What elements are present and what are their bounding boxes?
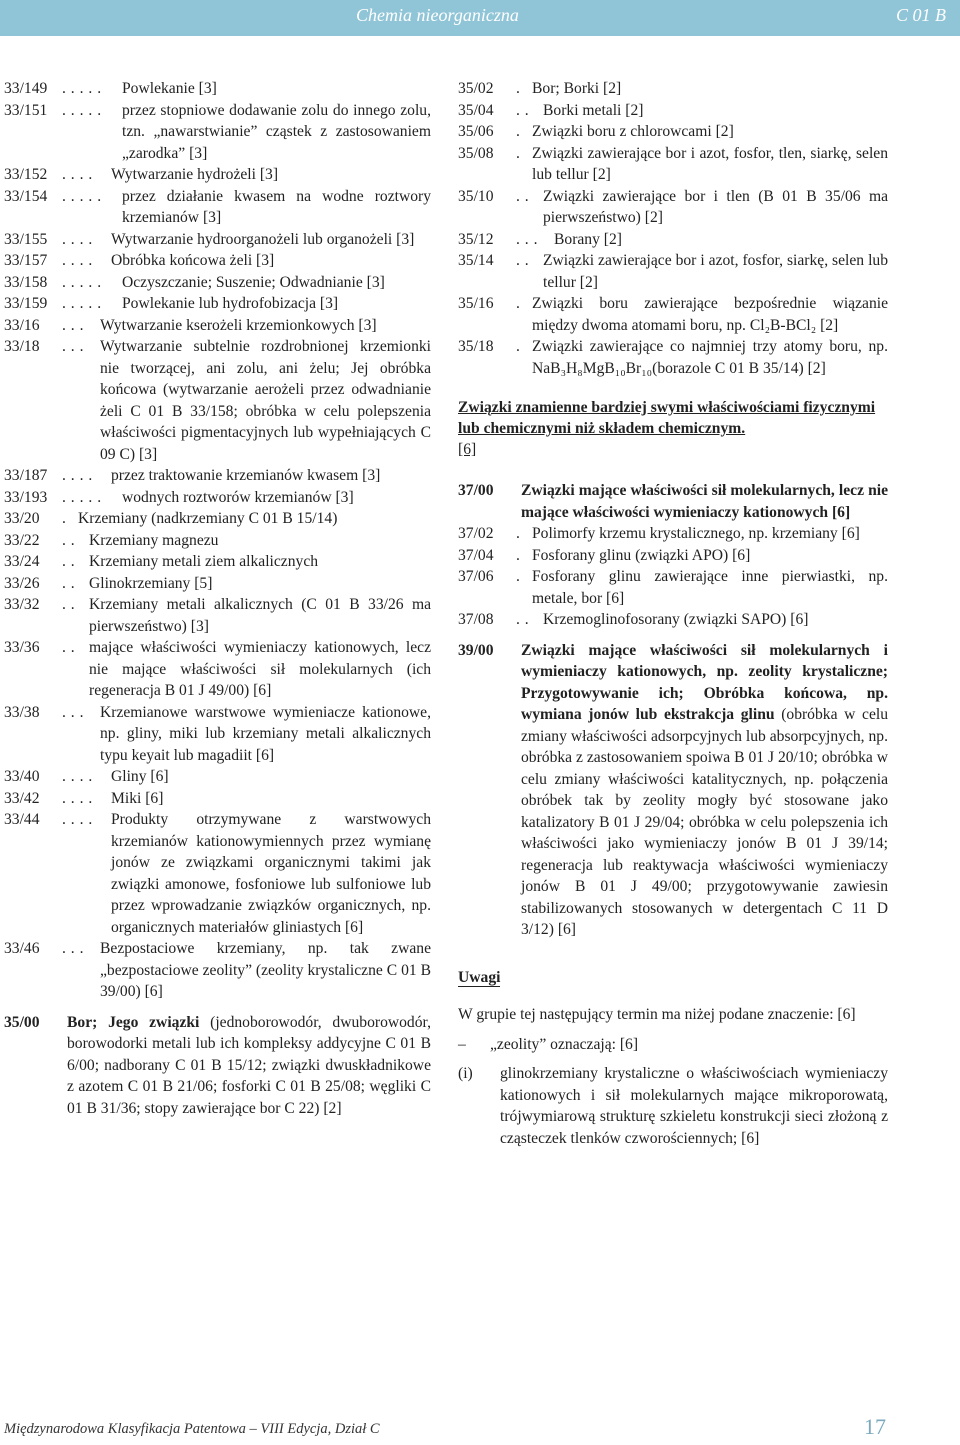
entry-code: 33/24: [4, 553, 40, 570]
entry-code: 35/02: [458, 80, 494, 97]
entry-level-dots: . . . . .: [62, 273, 102, 291]
entry-code: 33/193: [4, 488, 48, 506]
entry-code: 37/00: [458, 482, 494, 499]
entry-code: 35/12: [458, 230, 494, 248]
entry-bold-title: Związki mające właściwości sił molekularnych i wymieniaczy kationowych, np. zeolity krystaliczne; Przygotowywanie ich; Obróbka końcowa, np. wymiana jonów lub ekstrakcja glinu: [521, 641, 888, 723]
entry-text: Krzemoglinofosorany (związki SAPO) [6]: [543, 611, 809, 628]
entry-code: 33/26: [4, 574, 40, 592]
entry-level-dots: . . . .: [62, 166, 93, 183]
notes-intro: W grupie tej następujący termin ma niżej podane znaczenie: [6]: [458, 1006, 856, 1023]
entry-text: Produkty otrzymywane z warstwowych krzemianów kationowymiennych przez wymianę jonów ze związkami organicznymi takimi jak związki amonowe, fosfoniowe lub sulfoniowe lub przez wprowadzanie związków organicznych, np. organicznych materiałów gliniastych [6]: [111, 811, 431, 936]
entry-row: [458, 293, 888, 336]
right-entry-list: [458, 78, 888, 379]
entry-text: Krzemiany metali alkalicznych (C 01 B 33/26 ma pierwszeństwo) [3]: [89, 596, 431, 635]
entry-level-dots: .: [516, 144, 521, 162]
entry-row: [4, 487, 431, 509]
entry-row: [4, 508, 431, 530]
entry-level-dots: . . . . .: [62, 187, 102, 205]
entry-row: [4, 164, 431, 186]
entry-text: [521, 640, 888, 941]
item-text: glinokrzemiany krystaliczne o właściwościach wymieniaczy kationowych i sił molekularnych mające mikroporowatą, trójwymiarową strukturę szkieletu konstrukcji sieci złożoną z cząsteczek tlenków czworościennych; [6]: [500, 1065, 888, 1147]
entry-row: [458, 143, 888, 186]
entry-row: [458, 609, 888, 631]
entry-level-dots: . . .: [62, 940, 84, 957]
notes-dash-item: [458, 1034, 888, 1056]
entry-code: 35/14: [458, 252, 494, 269]
entry-row: [458, 545, 888, 567]
entry-text: mające właściwości wymieniaczy kationowych, lecz nie mające właściwości sił molekularnych (ich regeneracja B 01 J 49/00) [6]: [89, 639, 431, 699]
entry-row: [4, 938, 431, 1003]
entry-code: 35/00: [4, 1013, 40, 1031]
entry-row: [4, 229, 431, 251]
entry-text: Fosforany glinu zawierające inne pierwiastki, np. metale, bor [6]: [532, 568, 888, 607]
notes-title-text: Uwagi: [458, 968, 501, 986]
section-heading-tag: [6]: [458, 441, 477, 458]
entry-code: 33/155: [4, 230, 48, 248]
entry-text: Krzemiany magnezu: [89, 531, 219, 549]
entry-text: Wytwarzanie kserożeli krzemionkowych [3]: [100, 316, 377, 334]
entry-row: [4, 594, 431, 637]
entry-row: [4, 465, 431, 487]
entry-text: Wytwarzanie hydroorganożeli lub organożeli [3]: [111, 230, 415, 248]
entry-level-dots: .: [516, 123, 521, 140]
right-column: [458, 78, 888, 1149]
entry-level-dots: .: [516, 525, 521, 542]
notes-numbered-item: [458, 1063, 888, 1149]
entry-text: Borki metali [2]: [543, 101, 644, 119]
section-heading: [458, 397, 888, 460]
header-title: Chemia nieorganiczna: [356, 5, 519, 25]
footer-text: Międzynarodowa Klasyfikacja Patentowa – VIII Edycja, Dział C: [4, 1421, 380, 1437]
entry-level-dots: . .: [62, 553, 76, 570]
entry-text: Borany [2]: [554, 230, 622, 248]
entry-code: 33/159: [4, 295, 48, 312]
entry-row: [458, 100, 888, 122]
left-entry-list: [4, 78, 431, 1003]
entry-level-dots: . . . .: [62, 811, 93, 828]
entry-code: 33/42: [4, 789, 40, 807]
entry-text: wodnych roztworów krzemianów [3]: [122, 488, 354, 506]
entry-level-dots: .: [62, 510, 67, 527]
entry-text: Powlekanie [3]: [122, 80, 217, 97]
entry-text: Powlekanie lub hydrofobizacja [3]: [122, 295, 339, 312]
entry-text: Krzemiany metali ziem alkalicznych: [89, 553, 319, 570]
entry-row: [458, 336, 888, 379]
entry-level-dots: .: [516, 295, 521, 312]
entry-level-dots: .: [516, 546, 521, 564]
entry-code: 39/00: [458, 641, 494, 659]
entry-code: 33/151: [4, 101, 48, 119]
entry-row: [458, 250, 888, 293]
entry-code: 37/08: [458, 611, 494, 628]
entry-text: Krzemiany (nadkrzemiany C 01 B 15/14): [78, 510, 338, 527]
entry-level-dots: .: [516, 568, 521, 585]
group-37-list: [458, 480, 888, 631]
entry-code: 35/18: [458, 338, 494, 355]
item-mark: (i): [458, 1065, 473, 1082]
entry-level-dots: . . .: [62, 338, 84, 355]
entry-text: Związki zawierające co najmniej trzy atomy boru, np. NaB₃H₈MgB₁₀Br₁₀(borazole C 01 B 35/14) [2]: [532, 338, 888, 377]
entry-text: Gliny [6]: [111, 768, 169, 785]
entry-code: 33/154: [4, 187, 48, 205]
entry-row: [4, 336, 431, 465]
dash-text: „zeolity” oznaczają: [6]: [490, 1035, 639, 1053]
entry-level-dots: . . .: [516, 230, 538, 248]
notes-title: [458, 967, 888, 989]
entry-level-dots: .: [516, 338, 521, 355]
entry-text: Polimorfy krzemu krystalicznego, np. krzemiany [6]: [532, 525, 860, 542]
entry-level-dots: . . . . .: [62, 80, 102, 97]
entry-level-dots: . .: [62, 531, 76, 549]
entry-text: Związki zawierające bor i tlen (B 01 B 35/06 ma pierwszeństwo) [2]: [543, 187, 888, 226]
entry-code: 33/158: [4, 273, 48, 291]
entry-text: Związki boru z chlorowcami [2]: [532, 123, 734, 140]
page-header: [0, 0, 960, 36]
entry-row: [4, 766, 431, 788]
entry-text: Wytwarzanie hydrożeli [3]: [111, 166, 279, 183]
entry-level-dots: . .: [62, 574, 76, 592]
entry-text: przez stopniowe dodawanie zolu do innego zolu, tzn. „nawarstwianie” cząstek z zastosowaniem „zarodka” [3]: [122, 101, 431, 162]
entry-row: [4, 186, 431, 229]
entry-code: 33/157: [4, 252, 48, 269]
entry-code: 37/06: [458, 568, 494, 585]
entry-row: [4, 315, 431, 337]
entry-level-dots: . . . .: [62, 768, 93, 785]
entry-row: [458, 523, 888, 545]
entry-text: Związki zawierające bor i azot, fosfor, siarkę, selen lub tellur [2]: [543, 252, 888, 291]
entry-level-dots: . . . .: [62, 467, 93, 484]
entry-text: Bezpostaciowe krzemiany, np. tak zwane „bezpostaciowe zeolity” (zeolity krystaliczne C 01 B 39/00) [6]: [100, 940, 431, 1000]
entry-code: 33/36: [4, 639, 40, 656]
entry-level-dots: . .: [516, 187, 530, 205]
entry-text: przez traktowanie krzemianów kwasem [3]: [111, 467, 381, 484]
main-group-35-00: [4, 1012, 431, 1120]
entry-code: 33/187: [4, 467, 48, 484]
entry-level-dots: . . . .: [62, 789, 93, 807]
entry-code: 33/152: [4, 166, 48, 183]
entry-text: Związki boru zawierające bezpośrednie wiązanie między dwoma atomami boru, np. Cl₂B-BCl₂ [2]: [532, 295, 888, 334]
entry-row: [4, 637, 431, 702]
entry-bold-title: Bor; Jego związki: [67, 1013, 200, 1031]
entry-code: 37/02: [458, 525, 494, 542]
entry-level-dots: .: [516, 80, 521, 97]
entry-level-dots: . . . .: [62, 230, 93, 248]
header-class-code: C 01 B: [895, 5, 946, 25]
entry-code: 35/16: [458, 295, 494, 312]
entry-text: Bor; Borki [2]: [532, 80, 622, 97]
dash-mark: –: [458, 1035, 466, 1053]
entry-code: 33/22: [4, 531, 40, 549]
entry-code: 33/40: [4, 768, 40, 785]
entry-code: 33/149: [4, 80, 48, 97]
section-heading-text: Związki znamienne bardziej swymi właściwościami fizycznymi lub chemicznymi niż składem chemicznym.: [458, 399, 876, 437]
entry-text: Miki [6]: [111, 789, 164, 807]
entry-text: Krzemianowe warstwowe wymieniacze kationowe, np. gliny, miki lub krzemiany metali alkalicznych typu keyait lub magadiit [6]: [100, 703, 431, 764]
entry-level-dots: . .: [516, 611, 530, 628]
entry-row: [4, 573, 431, 595]
entry-code: 37/04: [458, 546, 494, 564]
entry-text: Wytwarzanie subtelnie rozdrobnionej krzemionki nie tworzącej, ani zolu, ani żelu; Jej obróbka końcowa (wytwarzanie aerożeli przez odwadnianie żeli C 01 B 33/158; obróbka w celu polepszenia właściwości pigmentacyjnych lub wypełniających C 09 C) [3]: [100, 338, 431, 463]
entry-code: 33/44: [4, 811, 40, 828]
entry-row: [4, 809, 431, 938]
entry-row: [4, 78, 431, 100]
entry-code: 35/06: [458, 123, 494, 140]
entry-level-dots: . .: [62, 596, 76, 613]
entry-code: 33/38: [4, 703, 40, 721]
entry-code: 33/46: [4, 940, 40, 957]
entry-text: Obróbka końcowa żeli [3]: [111, 252, 275, 269]
entry-row: [4, 530, 431, 552]
main-group-39-00: [458, 640, 888, 941]
entry-row: [458, 480, 888, 523]
entry-code: 35/04: [458, 101, 494, 119]
page-number: 17: [864, 1414, 886, 1439]
entry-row: [458, 566, 888, 609]
entry-row: [4, 293, 431, 315]
entry-text: Związki mające właściwości sił molekularnych, lecz nie mające właściwości wymieniaczy kationowych [6]: [521, 482, 888, 521]
entry-text: Fosforany glinu (związki APO) [6]: [532, 546, 751, 564]
entry-description: (obróbka w celu zmiany właściwości adsorpcyjnych lub absorpcyjnych, np. obróbka z zastosowaniem spoiwa B 01 J 20/10; obróbka w celu zmiany właściwości katalitycznych, np. połączenia obróbek tak by zeolity mogły być stosowane jako katalizatory B 01 J 29/04; obróbka w celu polepszenia ich właściwości jako wymieniaczy jonów B 01 J 39/14; regeneracja lub reaktywacja właściwości wymieniaczy jonów B 01 J 49/00; przygotowywanie zawiesin stabilizowanych stosowanych w detergentach C 11 D 3/12) [6]: [521, 706, 888, 938]
entry-level-dots: . . . . .: [62, 101, 102, 119]
entry-code: 33/18: [4, 338, 40, 355]
entry-level-dots: . .: [62, 639, 76, 656]
entry-code: 33/20: [4, 510, 40, 527]
entry-text: przez działanie kwasem na wodne roztwory krzemianów [3]: [122, 187, 431, 226]
entry-description: (jednoborowodór, dwuborowodór, borowodorki metali lub ich kompleksy addycyjne C 01 B 6/00; nadborany C 01 B 15/12; związki dwuskładnikowe z azotem C 01 B 21/06; fosforki C 01 B 25/08; węgliki C 01 B 31/36; stopy zawierające bor C 22) [2]: [67, 1013, 431, 1117]
left-column: [4, 78, 431, 1119]
entry-level-dots: . . . . .: [62, 295, 102, 312]
entry-level-dots: . . . . .: [62, 488, 102, 506]
entry-level-dots: . .: [516, 252, 530, 269]
entry-code: 33/32: [4, 596, 40, 613]
entry-row: [4, 788, 431, 810]
entry-code: 35/08: [458, 144, 494, 162]
entry-row: [458, 229, 888, 251]
entry-code: 33/16: [4, 316, 40, 334]
entry-text: [67, 1012, 431, 1120]
entry-row: [458, 186, 888, 229]
entry-row: [4, 272, 431, 294]
entry-level-dots: . . .: [62, 316, 84, 334]
entry-text: Związki zawierające bor i azot, fosfor, tlen, siarkę, selen lub tellur [2]: [532, 144, 888, 183]
entry-level-dots: . .: [516, 101, 530, 119]
entry-text: Glinokrzemiany [5]: [89, 574, 213, 592]
entry-level-dots: . . . .: [62, 252, 93, 269]
entry-row: [458, 121, 888, 143]
entry-level-dots: . . .: [62, 703, 84, 721]
entry-row: [4, 702, 431, 767]
entry-code: 35/10: [458, 187, 494, 205]
entry-row: [4, 551, 431, 573]
entry-row: [458, 78, 888, 100]
entry-row: [4, 100, 431, 165]
entry-row: [4, 250, 431, 272]
entry-text: Oczyszczanie; Suszenie; Odwadnianie [3]: [122, 273, 385, 291]
